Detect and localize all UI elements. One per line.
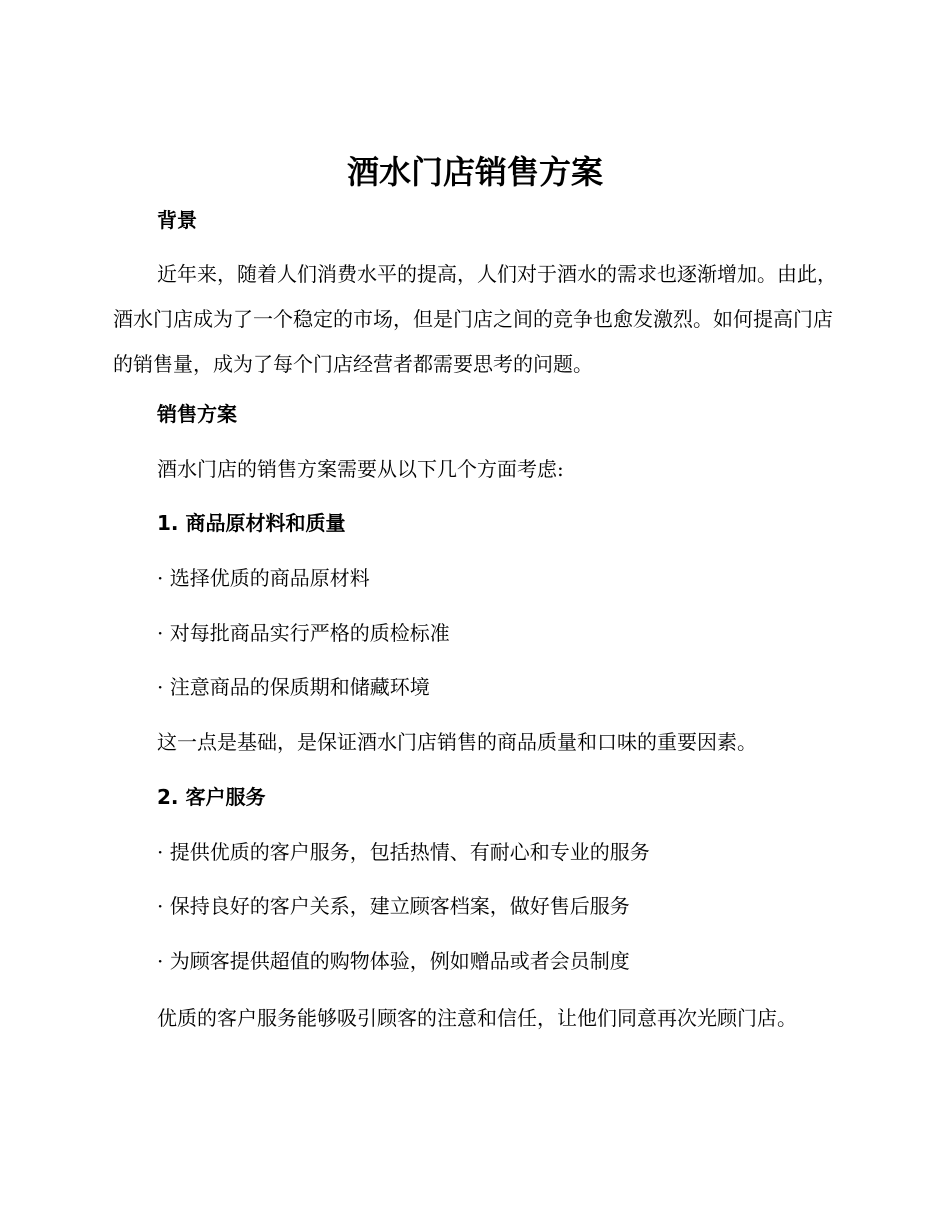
section2-bullet: · 为顾客提供超值的购物体验，例如赠品或者会员制度 xyxy=(157,949,630,973)
section2-bullet: · 提供优质的客户服务，包括热情、有耐心和专业的服务 xyxy=(157,840,650,864)
section1-heading: 1. 商品原材料和质量 xyxy=(157,511,346,535)
section1-bullet: · 注意商品的保质期和储藏环境 xyxy=(157,675,430,699)
background-heading: 背景 xyxy=(157,208,197,232)
sales-intro: 酒水门店的销售方案需要从以下几个方面考虑: xyxy=(157,457,564,481)
section2-heading: 2. 客户服务 xyxy=(157,785,266,809)
sales-heading: 销售方案 xyxy=(157,402,237,426)
section2-bullet: · 保持良好的客户关系，建立顾客档案，做好售后服务 xyxy=(157,894,630,918)
document-title: 酒水门店销售方案 xyxy=(346,153,603,191)
section1-summary: 这一点是基础，是保证酒水门店销售的商品质量和口味的重要因素。 xyxy=(157,730,757,754)
section1-bullet: · 选择优质的商品原材料 xyxy=(157,566,370,590)
section2-summary: 优质的客户服务能够吸引顾客的注意和信任，让他们同意再次光顾门店。 xyxy=(157,1006,797,1030)
section1-bullet: · 对每批商品实行严格的质检标准 xyxy=(157,621,450,645)
background-paragraph: 近年来，随着人们消费水平的提高，人们对于酒水的需求也逐渐增加。由此，酒水门店成为了一个稳定的市场，但是门店之间的竞争也愈发激烈。如何提高门店的销售量，成为了每个门店经营者都需要思考的问题。 xyxy=(113,262,837,376)
